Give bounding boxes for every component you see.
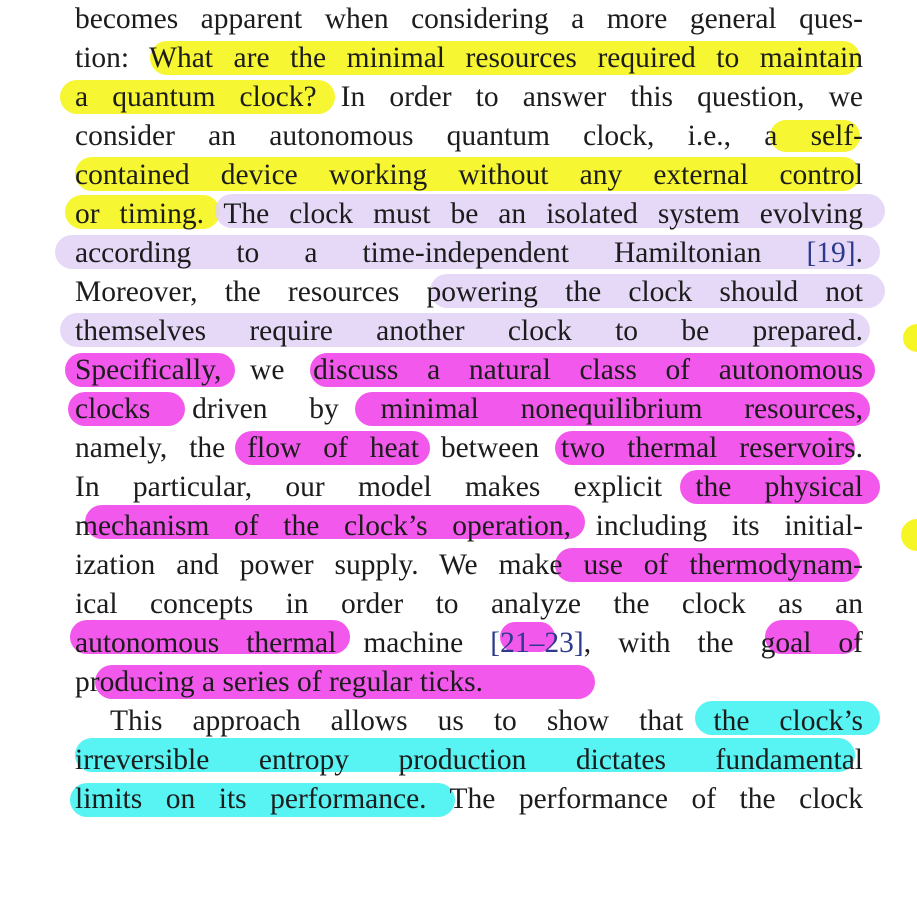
- citation-link[interactable]: [19]: [806, 237, 856, 269]
- text-segment: , with the goal of: [583, 627, 863, 659]
- text-line-5: contained device working without any external control: [75, 159, 863, 191]
- text-line-6: or timing. The clock must be an isolated system evolving: [75, 198, 863, 230]
- text-line-10: Specifically, we discuss a natural class of autonomous: [75, 354, 863, 386]
- text-line-1: becomes apparent when considering a more general ques-: [75, 3, 863, 35]
- text-line-14: mechanism of the clock’s operation, including its initial-: [75, 510, 863, 542]
- text-line-18: producing a series of regular ticks.: [75, 666, 483, 698]
- text-line-12: namely, the flow of heat between two thermal reservoirs.: [75, 432, 863, 464]
- text-line-15: ization and power supply. We make use of thermodynam-: [75, 549, 863, 581]
- text-line-3: a quantum clock? In order to answer this question, we: [75, 81, 863, 113]
- text-line-21: limits on its performance. The performance of the clock: [75, 783, 863, 815]
- text-line-8: Moreover, the resources powering the clock should not: [75, 276, 863, 308]
- citation-link[interactable]: [21–23]: [490, 627, 584, 659]
- text-line-13: In particular, our model makes explicit the physical: [75, 471, 863, 503]
- text-line-17: [75, 624, 863, 663]
- text-line-20: irreversible entropy production dictates fundamental: [75, 744, 863, 776]
- edge-highlight-mark: [901, 519, 917, 551]
- text-line-11: clocks driven by minimal nonequilibrium resources,: [75, 393, 863, 425]
- text-line-16: ical concepts in order to analyze the clock as an: [75, 588, 863, 620]
- text-segment: .: [855, 237, 863, 269]
- text-line-4: consider an autonomous quantum clock, i.e., a self-: [75, 120, 863, 152]
- text-line-19: This approach allows us to show that the clock’s: [110, 705, 863, 737]
- edge-highlight-mark: [903, 324, 917, 352]
- text-line-2: tion: What are the minimal resources required to maintain: [75, 42, 863, 74]
- text-segment: according to a time-independent Hamiltonian: [75, 237, 807, 269]
- text-segment: autonomous thermal machine: [75, 627, 491, 659]
- text-line-7: [75, 234, 863, 273]
- text-line-9: themselves require another clock to be prepared.: [75, 315, 863, 347]
